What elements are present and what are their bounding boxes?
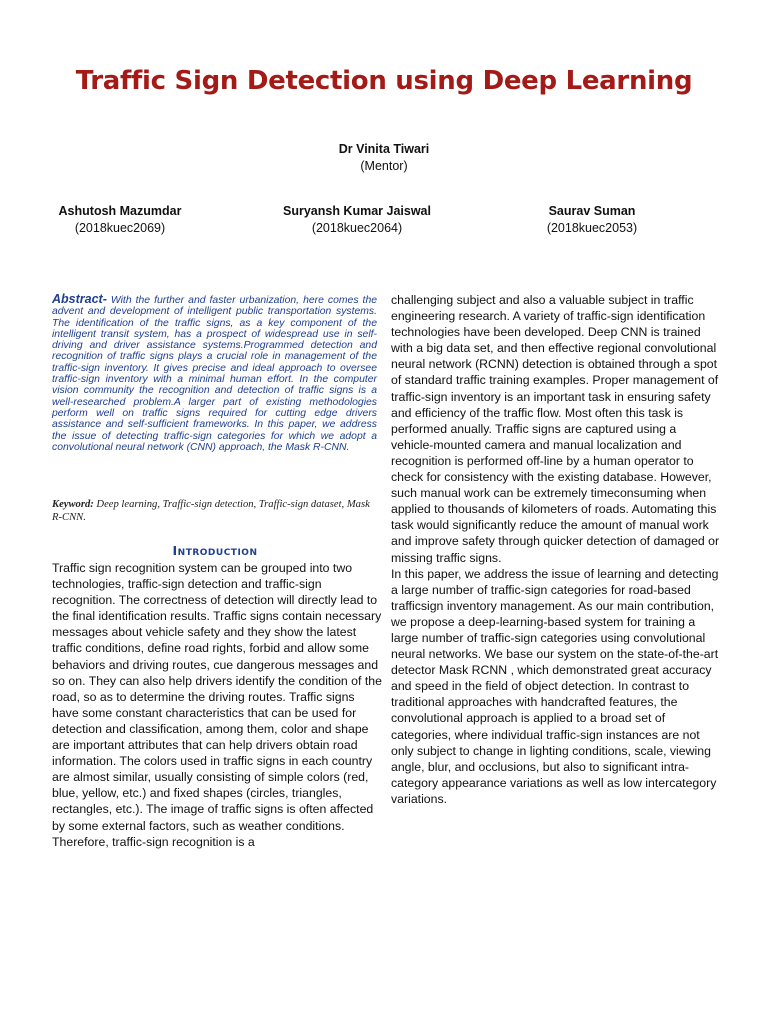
author-2 — [237, 203, 477, 237]
author-3 — [472, 203, 712, 237]
author-roll: (2018kuec2064) — [311, 221, 403, 235]
intro-right-column — [391, 292, 721, 807]
author-roll: (2018kuec2053) — [546, 221, 638, 235]
abstract — [52, 294, 377, 453]
abstract-lead: Abstract- — [52, 292, 107, 306]
author-name: Ashutosh Mazumdar — [58, 204, 182, 218]
intro-paragraph: challenging subject and also a valuable subject in traffic engineering research. A variety of traffic-sign identification technologies have been developed. Deep CNN is trained with a big data set, and then effective regional convolutional neural network (RCNN) detection is obtained through a spot of standard traffic training examples. Proper management of traffic-sign inventory is an important task in ensuring safety and efficiency of the traffic flow. Most often this task is performed anually. Traffic signs are captured using a vehicle-mounted camera and manual localization and recognition is performed off-line by a human operator to check for consistency with the existing database. However, such manual work can be extremely timeconsuming when applied to thousands of kilometers of roads. Automating this task would significantly reduce the amount of manual work and improve safety through quicker detection of damaged or missing traffic signs. — [391, 293, 720, 565]
abstract-text: With the further and faster urbanization, here comes the advent and development of intelligent public transportation systems. The identification of the traffic signs, as a key component of the intelligent transit system, has a prospect of widespread use in self-driving and driver assistance systems.Programmed detection and recognition of traffic signs plays a crucial role in management of the traffic-sign inventory. It gives precise and ideal approach to oversee traffic-sign inventory with a minimal human effort. In the computer vision community the recognition and detection of traffic signs is a well-researched problem.A larger part of existing methodologies perform well on traffic signs required for cutting edge drivers assistance and self-sufficient frameworks. In this paper, we address the issue of detecting traffic-sign categories for which we adopt a convolutional neural network (CNN) approach, the Mask R-CNN. — [52, 295, 377, 453]
keywords-label: Keyword: — [52, 499, 94, 510]
author-name: Suryansh Kumar Jaiswal — [283, 204, 431, 218]
paper-title: Traffic Sign Detection using Deep Learning — [75, 66, 693, 96]
keywords-text: Deep learning, Traffic-sign detection, Traffic-sign dataset, Mask R-CNN. — [52, 499, 370, 523]
mentor-block — [0, 141, 768, 175]
keywords — [52, 499, 377, 524]
author-roll: (2018kuec2069) — [74, 221, 166, 235]
intro-left-column — [52, 560, 382, 850]
intro-paragraph: In this paper, we address the issue of learning and detecting a large number of traffic-sign categories for road-based trafficsign inventory management. As our main contribution, we propose a deep-learning-based system for training a large number of traffic-sign categories using convolutional neural networks. We base our system on the state-of-the-art detector Mask RCNN , which demonstrated great accuracy and speed in the field of object detection. In contrast to traditional approaches with handcrafted features, the convolutional approach is applied to a broad set of categories, where individual traffic-sign instances are not only subject to change in lighting conditions, scale, viewing angle, blur, and occlusions, but also to significant intra-category appearance variations as well as low intercategory variations. — [391, 566, 719, 806]
section-heading-introduction: Introduction — [172, 543, 258, 558]
intro-paragraph: Traffic sign recognition system can be grouped into two technologies, traffic-sign detection and traffic-sign recognition. The correctness of detection will directly lead to the final identification results. Traffic signs contain necessary messages about vehicle safety and they show the latest traffic conditions, define road rights, forbid and allow some behaviors and driving routes, cue dangerous messages and so on. They can also help drivers identify the condition of the road, so as to determine the driving routes. Traffic signs have some constant characteristics that can be used for detection and classification, among them, color and shape are important attributes that can help drivers obtain road information. The colors used in traffic signs in each country are almost similar, usually consisting of simple colors (red, blue, yellow, etc.) and fixed shapes (circles, triangles, rectangles, etc.). The image of traffic signs is often affected by some external factors, such as weather conditions. Therefore, traffic-sign recognition is a — [52, 561, 382, 849]
mentor-role: (Mentor) — [360, 159, 408, 173]
author-1 — [0, 203, 240, 237]
author-name: Saurav Suman — [548, 204, 636, 218]
mentor-name: Dr Vinita Tiwari — [338, 142, 430, 156]
